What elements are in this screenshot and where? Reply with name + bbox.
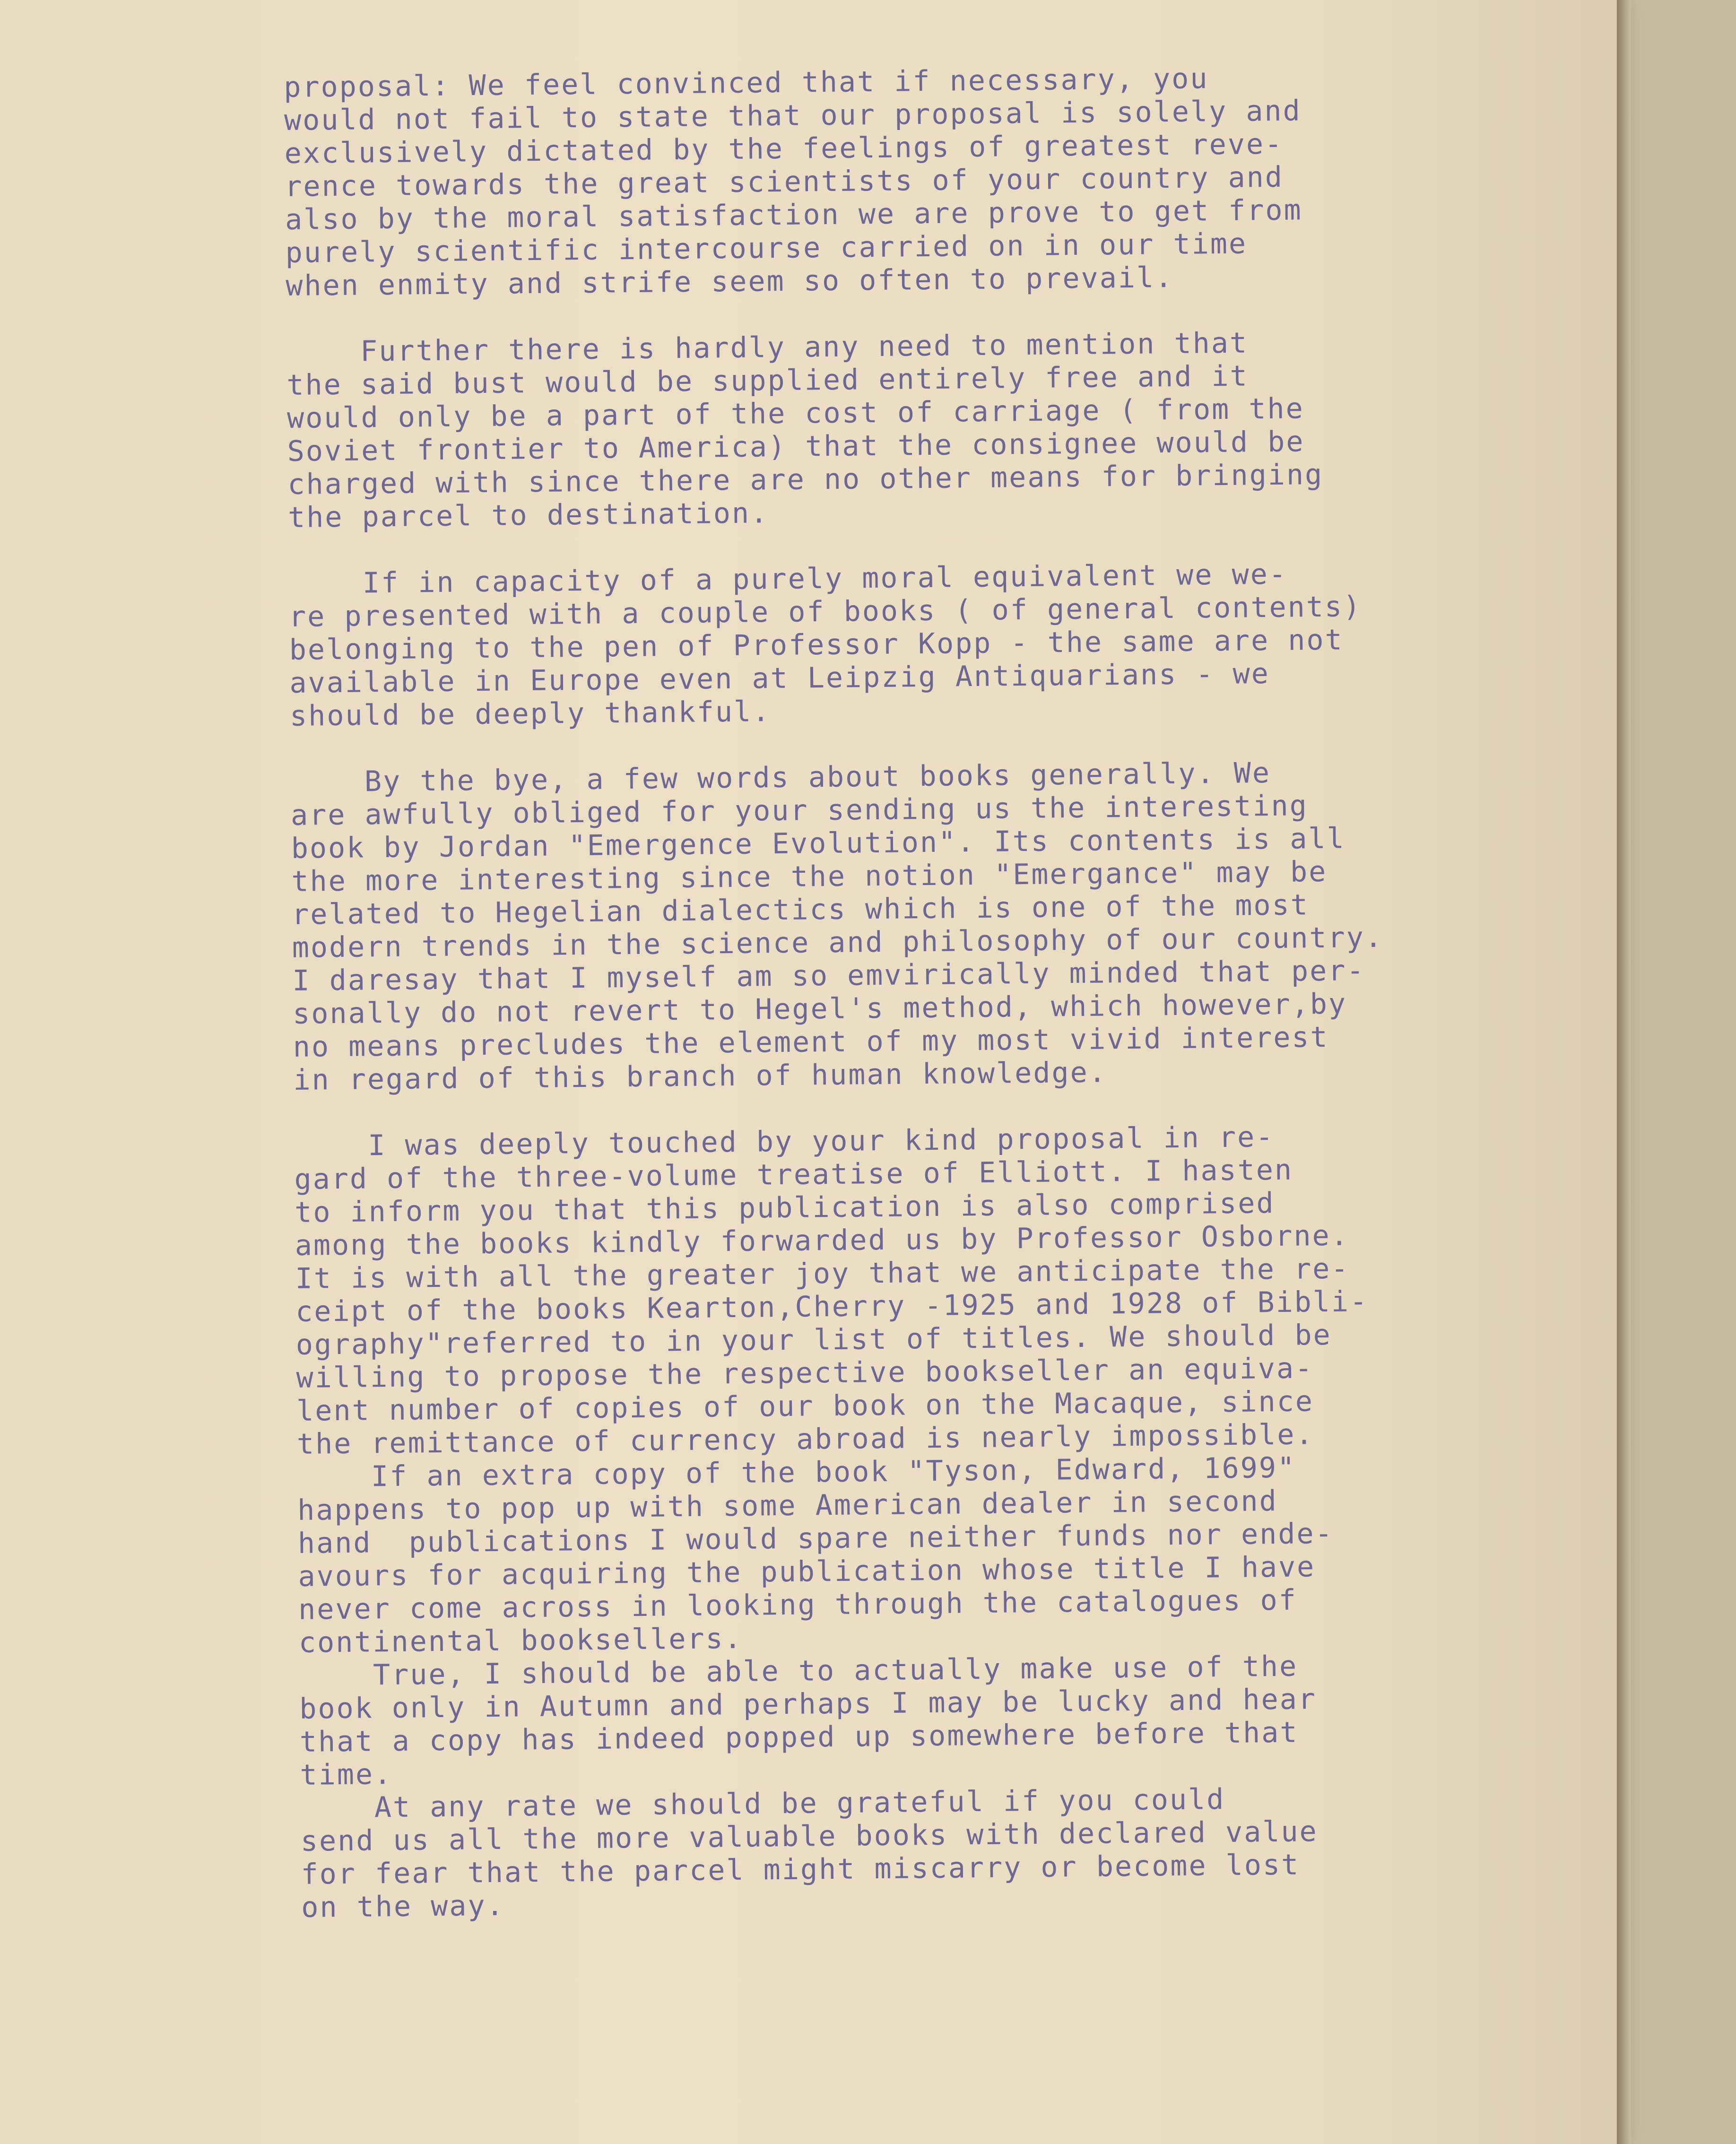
text-line: willing to propose the respective bookseller an equiva-	[296, 1352, 1314, 1395]
text-line: Further there is hardly any need to mention that	[286, 326, 1249, 369]
text-line: purely scientific intercourse carried on in our time	[285, 227, 1248, 269]
text-line: proposal: We feel convinced that if necessary, you	[284, 62, 1209, 104]
text-line: to inform you that this publication is also comprised	[294, 1186, 1275, 1229]
text-line: on the way.	[301, 1889, 505, 1924]
paragraph-emergent-evolution	[290, 754, 1546, 1096]
text-line: the parcel to destination.	[287, 496, 769, 534]
text-line: the said bust would be supplied entirely free and it	[286, 359, 1249, 402]
text-line: avours for acquiring the publication whose title I have	[298, 1550, 1316, 1593]
text-line: At any rate we should be grateful if you could	[300, 1783, 1225, 1825]
text-line: hand publications I would spare neither funds nor ende-	[297, 1517, 1334, 1560]
text-line: no means precludes the element of my most vivid interest	[293, 1020, 1329, 1064]
text-line: ceipt of the books Kearton,Cherry -1925 and 1928 of Bibli-	[295, 1285, 1369, 1328]
text-line: rence towards the great scientists of your country and	[285, 160, 1284, 203]
text-line: in regard of this branch of human knowledge.	[293, 1056, 1108, 1097]
text-line: belonging to the pen of Professor Kopp - the same are not	[289, 623, 1344, 667]
text-line: True, I should be able to actually make use of the	[299, 1649, 1298, 1693]
text-line: gard of the three-volume treatise of Elliott. I hasten	[294, 1153, 1293, 1196]
typewritten-letter-body	[284, 59, 1554, 1924]
text-line: time.	[300, 1757, 393, 1792]
text-line: sonally do not revert to Hegel's method, which however,by	[292, 987, 1347, 1031]
text-line: exclusively dictated by the feelings of greatest reve-	[284, 127, 1284, 170]
paragraph-kopp-books	[288, 556, 1543, 733]
text-line: book only in Autumn and perhaps I may be lucky and hear	[299, 1683, 1317, 1726]
text-line: Soviet frontier to America) that the consignee would be	[287, 425, 1305, 468]
text-line: when enmity and strife seem so often to prevail.	[286, 260, 1174, 303]
text-line: for fear that the parcel might miscarry or become lost	[301, 1848, 1300, 1891]
paragraph-elliott-treatise	[294, 1118, 1550, 1460]
text-line: By the bye, a few words about books generally. We	[290, 756, 1271, 799]
text-line: are awfully obliged for your sending us the interesting	[290, 789, 1309, 832]
paper-edge-shadow	[1617, 0, 1631, 2144]
text-line: happens to pop up with some American dealer in second	[297, 1484, 1278, 1527]
paragraph-autumn	[299, 1647, 1553, 1791]
text-line: lent number of copies of our book on the Macaque, since	[296, 1385, 1314, 1428]
text-line: related to Hegelian dialectics which is one of the most	[291, 888, 1310, 931]
text-line: also by the moral satisfaction we are prove to get from	[285, 193, 1303, 236]
text-line: I daresay that I myself am so emvirically minded that per-	[292, 954, 1365, 998]
text-line: modern trends in the science and philosophy of our country.	[292, 920, 1384, 964]
paragraph-bust-carriage	[286, 324, 1541, 534]
text-line: book by Jordan "Emergence Evolution". Its contents is all	[291, 822, 1346, 865]
paragraph-declared-value	[300, 1779, 1554, 1924]
text-line: the more interesting since the notion "Emergance" may be	[291, 855, 1328, 898]
text-line: would only be a part of the cost of carriage ( from the	[286, 392, 1305, 435]
text-line: that a copy has indeed popped up somewhere before that	[299, 1716, 1299, 1759]
text-line: It is with all the greater joy that we anticipate the re-	[295, 1252, 1350, 1295]
text-line: the remittance of currency abroad is nearly impossible.	[296, 1418, 1314, 1461]
text-line: I was deeply touched by your kind proposal in re-	[294, 1120, 1275, 1163]
text-line: re presented with a couple of books ( of general contents)	[288, 590, 1362, 634]
text-line: If an extra copy of the book "Tyson, Edward, 1699"	[297, 1451, 1296, 1494]
text-line: should be deeply thankful.	[289, 695, 771, 733]
text-line: continental booksellers.	[298, 1622, 743, 1659]
text-line: send us all the more valuable books with declared value	[300, 1815, 1318, 1858]
text-line: would not fail to state that our proposal is solely and	[284, 94, 1302, 137]
text-line: available in Europe even at Leipzig Antiquarians - we	[289, 657, 1270, 700]
text-line: If in capacity of a purely moral equivalent we we-	[288, 557, 1288, 600]
paragraph-tyson-book	[297, 1449, 1552, 1659]
text-line: never come across in looking through the catalogues of	[298, 1583, 1298, 1626]
text-line: charged with since there are no other means for bringing	[287, 458, 1324, 501]
paragraph-proposal	[284, 59, 1539, 303]
text-line: ography"referred to in your list of titles. We should be	[295, 1318, 1332, 1362]
text-line: among the books kindly forwarded us by Professor Osborne.	[295, 1219, 1350, 1262]
